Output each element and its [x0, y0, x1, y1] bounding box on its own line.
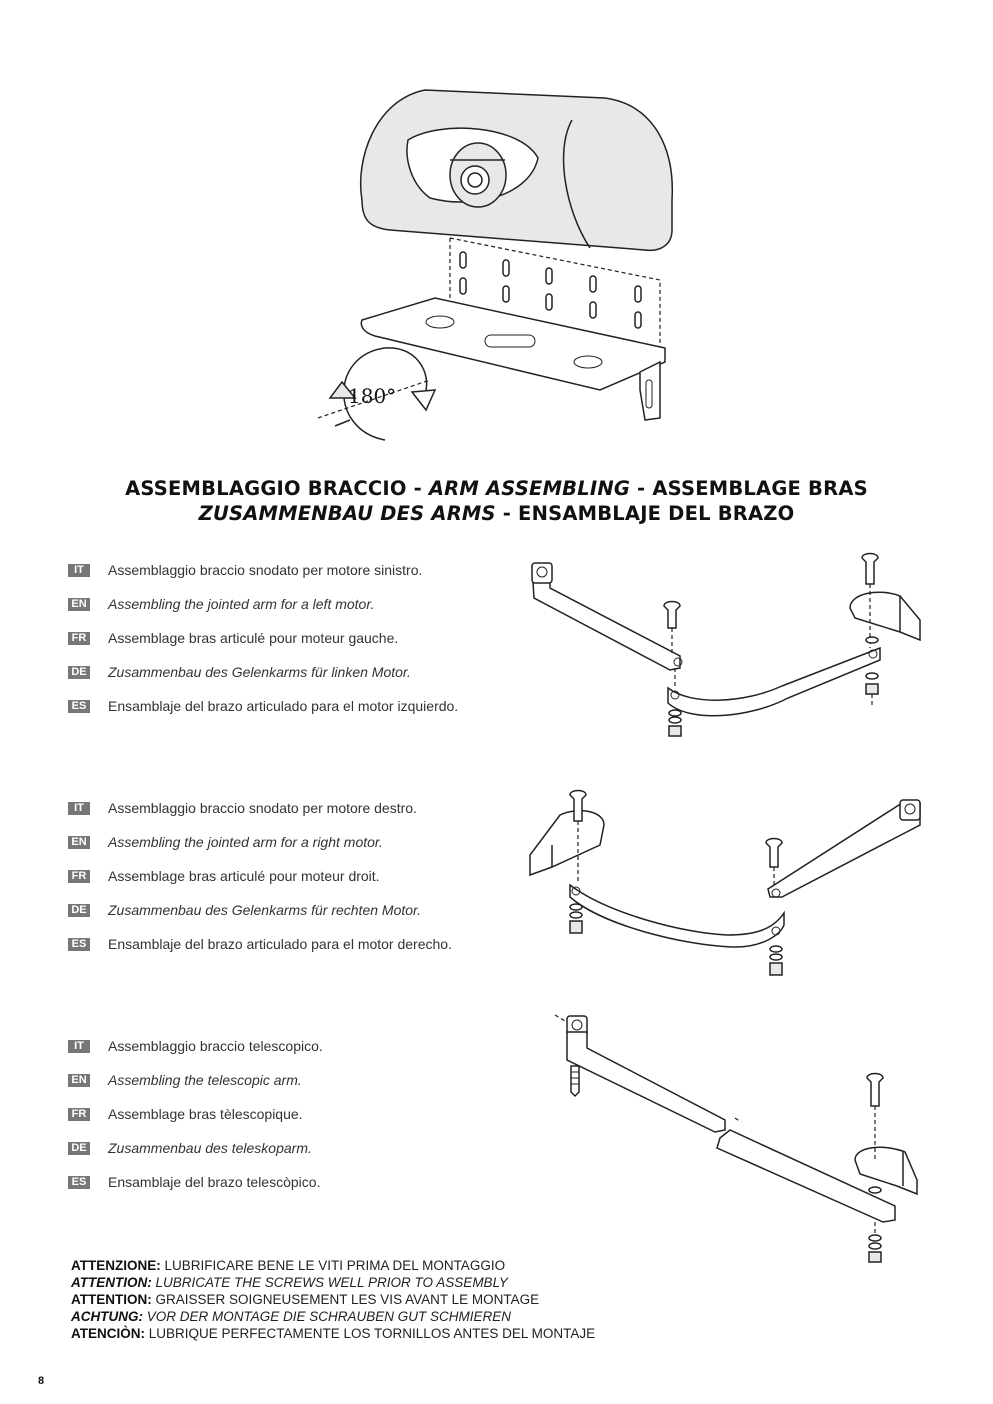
title-de: ZUSAMMENBAU DES ARMS: [198, 502, 496, 525]
list-item: [68, 697, 458, 731]
lang-badge-it: IT: [68, 802, 90, 815]
list-item: [68, 663, 458, 697]
lang-badge-de: DE: [68, 1142, 90, 1155]
instruction-text: Assemblage bras tèlescopique.: [108, 1106, 303, 1122]
motor-assembly-illustration: [300, 80, 700, 460]
instruction-text: Zusammenbau des Gelenkarms für linken Motor.: [108, 664, 411, 680]
list-item: [68, 1139, 323, 1173]
lang-badge-es: ES: [68, 700, 90, 713]
title-es: - ENSAMBLAJE DEL BRAZO: [495, 502, 795, 525]
lang-badge-it: IT: [68, 564, 90, 577]
page-title: [0, 476, 993, 526]
instruction-text: Assembling the jointed arm for a right motor.: [108, 834, 383, 850]
title-it: ASSEMBLAGGIO BRACCIO -: [125, 477, 429, 500]
list-item: [68, 1105, 323, 1139]
instruction-text: Assemblaggio braccio snodato per motore destro.: [108, 800, 417, 816]
instruction-text: Assemblaggio braccio telescopico.: [108, 1038, 323, 1054]
list-item: [68, 561, 458, 595]
lang-badge-it: IT: [68, 1040, 90, 1053]
instruction-text: Assembling the telescopic arm.: [108, 1072, 302, 1088]
title-en: ARM ASSEMBLING: [428, 477, 631, 500]
right-motor-arm-illustration: [522, 785, 932, 985]
list-item: [68, 595, 458, 629]
instruction-text: Assemblage bras articulé pour moteur gauche.: [108, 630, 399, 646]
instruction-text: Assembling the jointed arm for a left motor.: [108, 596, 375, 612]
instruction-text: Zusammenbau des Gelenkarms für rechten Motor.: [108, 902, 422, 918]
instruction-text: Assemblaggio braccio snodato per motore sinistro.: [108, 562, 423, 578]
instruction-text: Ensamblaje del brazo articulado para el motor derecho.: [108, 936, 452, 952]
telescopic-arm-illustration: [545, 1010, 935, 1265]
rotation-label: 180°: [348, 384, 397, 408]
lang-badge-es: ES: [68, 1176, 90, 1189]
list-item: [68, 629, 458, 663]
lang-badge-es: ES: [68, 938, 90, 951]
instruction-text: Ensamblaje del brazo telescòpico.: [108, 1174, 321, 1190]
warning-line-es: ATENCIÒN: LUBRIQUE PERFECTAMENTE LOS TORNILLOS ANTES DEL MONTAJE: [71, 1326, 596, 1341]
list-item: [68, 1173, 323, 1207]
list-item: [68, 1037, 323, 1071]
list-item: [68, 867, 452, 901]
lubrication-warning: [71, 1257, 595, 1342]
list-item: [68, 935, 452, 969]
page-number: 8: [38, 1375, 45, 1387]
warning-line-de: ACHTUNG: VOR DER MONTAGE DIE SCHRAUBEN GUT SCHMIEREN: [71, 1309, 512, 1324]
lang-badge-fr: FR: [68, 870, 90, 883]
warning-line-en: ATTENTION: LUBRICATE THE SCREWS WELL PRIOR TO ASSEMBLY: [71, 1275, 508, 1290]
warning-line-fr: ATTENTION: GRAISSER SOIGNEUSEMENT LES VIS AVANT LE MONTAGE: [71, 1292, 540, 1307]
instruction-text: Ensamblaje del brazo articulado para el motor izquierdo.: [108, 698, 459, 714]
title-fr: - ASSEMBLAGE BRAS: [630, 477, 868, 500]
lang-badge-de: DE: [68, 904, 90, 917]
section-right-motor: [68, 799, 452, 969]
warning-line-it: ATTENZIONE: LUBRIFICARE BENE LE VITI PRIMA DEL MONTAGGIO: [71, 1258, 506, 1273]
list-item: [68, 901, 452, 935]
instruction-text: Assemblage bras articulé pour moteur droit.: [108, 868, 380, 884]
instruction-text: Zusammenbau des teleskoparm.: [108, 1140, 312, 1156]
section-left-motor: [68, 561, 458, 731]
section-telescopic-arm: [68, 1037, 323, 1207]
lang-badge-fr: FR: [68, 1108, 90, 1121]
lang-badge-de: DE: [68, 666, 90, 679]
lang-badge-en: EN: [68, 1074, 90, 1087]
left-motor-arm-illustration: [520, 548, 930, 748]
lang-badge-en: EN: [68, 598, 90, 611]
list-item: [68, 833, 452, 867]
lang-badge-fr: FR: [68, 632, 90, 645]
list-item: [68, 799, 452, 833]
lang-badge-en: EN: [68, 836, 90, 849]
list-item: [68, 1071, 323, 1105]
